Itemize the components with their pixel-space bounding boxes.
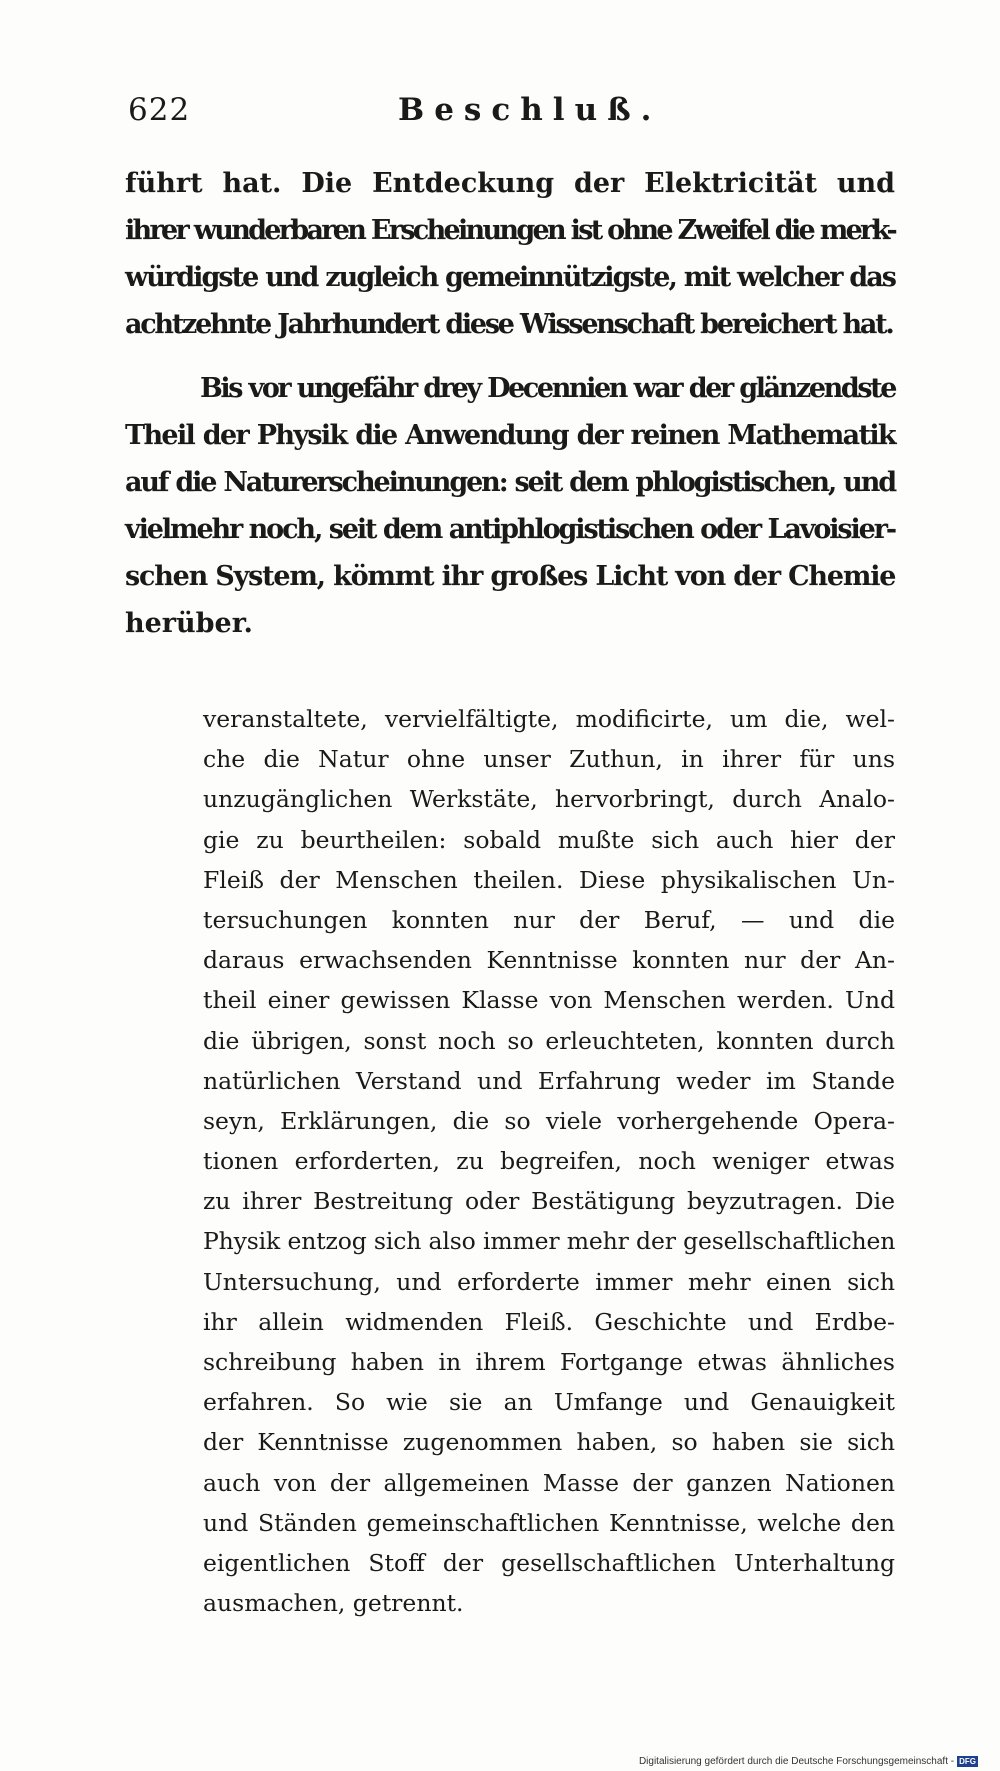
- dfg-logo-icon: DFG: [959, 1757, 976, 1766]
- text-line: Untersuchung, und erforderte immer mehr einen sich: [203, 1267, 895, 1296]
- text-line: daraus erwachsenden Kenntnisse konnten nur der An-: [203, 946, 895, 975]
- text-line: Physik entzog sich also immer mehr der gesellschaftlichen: [203, 1227, 896, 1256]
- digitization-credit: [639, 1756, 978, 1767]
- text-line: achtzehnte Jahrhundert diese Wissenschaft bereichert hat.: [125, 309, 893, 340]
- text-line: Fleiß der Menschen theilen. Diese physikalischen Un-: [203, 865, 895, 894]
- text-line: theil einer gewissen Klasse von Menschen werden. Und: [203, 986, 895, 1015]
- text-line: auch von der allgemeinen Masse der ganzen Nationen: [203, 1468, 895, 1497]
- paragraph-physik-note: [203, 699, 895, 1623]
- text-line: erfahren. So wie sie an Umfange und Genauigkeit: [203, 1388, 895, 1417]
- text-line: auf die Naturerscheinungen: seit dem phlogistischen, und: [125, 467, 895, 498]
- page-header: [128, 92, 898, 136]
- text-line: eigentlichen Stoff der gesellschaftlichen Unterhaltung: [203, 1548, 895, 1577]
- text-line: Bis vor ungefähr drey Decennien war der glänzendste: [200, 373, 895, 404]
- text-line: gie zu beurtheilen: sobald mußte sich auch hier der: [203, 825, 895, 854]
- paragraph-elektricitaet: [125, 160, 895, 348]
- text-line: der Kenntnisse zugenommen haben, so haben sie sich: [203, 1428, 895, 1457]
- paragraph-chemie: [125, 365, 895, 647]
- text-line: seyn, Erklärungen, die so viele vorhergehende Opera-: [203, 1106, 895, 1135]
- text-line: und Ständen gemeinschaftlichen Kenntnisse, welche den: [203, 1508, 895, 1537]
- running-head: Beschluß.: [398, 92, 662, 128]
- text-line: führt hat. Die Entdeckung der Elektricität und: [125, 168, 895, 199]
- text-line: schen System, kömmt ihr großes Licht von der Chemie: [125, 561, 896, 592]
- text-line: zu ihrer Bestreitung oder Bestätigung beyzutragen. Die: [203, 1187, 895, 1216]
- text-line: würdigste und zugleich gemeinnützigste, mit welcher das: [125, 262, 895, 293]
- text-line: schreibung haben in ihrem Fortgange etwas ähnliches: [203, 1348, 895, 1376]
- text-line: ihrer wunderbaren Erscheinungen ist ohne Zweifel die merk-: [125, 215, 895, 246]
- text-line: che die Natur ohne unser Zuthun, in ihrer für uns: [203, 745, 895, 774]
- text-line: ausmachen, getrennt.: [203, 1589, 464, 1618]
- text-line: unzugänglichen Werkstäte, hervorbringt, durch Analo-: [203, 785, 895, 814]
- credit-text: Digitalisierung gefördert durch die Deutsche Forschungsgemeinschaft -: [638, 1756, 955, 1767]
- text-line: natürlichen Verstand und Erfahrung weder im Stande: [203, 1066, 895, 1095]
- text-line: vielmehr noch, seit dem antiphlogistischen oder Lavoisier-: [125, 514, 895, 545]
- text-line: tersuchungen konnten nur der Beruf, — und die: [203, 905, 895, 934]
- text-line: tionen erforderten, zu begreifen, noch weniger etwas: [203, 1147, 895, 1176]
- text-line: Theil der Physik die Anwendung der reinen Mathematik: [125, 420, 895, 451]
- text-line: veranstaltete, vervielfältigte, modificirte, um die, wel-: [203, 705, 895, 733]
- text-line: herüber.: [125, 608, 253, 639]
- text-line: die übrigen, sonst noch so erleuchteten, konnten durch: [203, 1026, 895, 1055]
- text-line: ihr allein widmenden Fleiß. Geschichte und Erdbe-: [203, 1307, 895, 1336]
- page-number: 622: [128, 92, 191, 128]
